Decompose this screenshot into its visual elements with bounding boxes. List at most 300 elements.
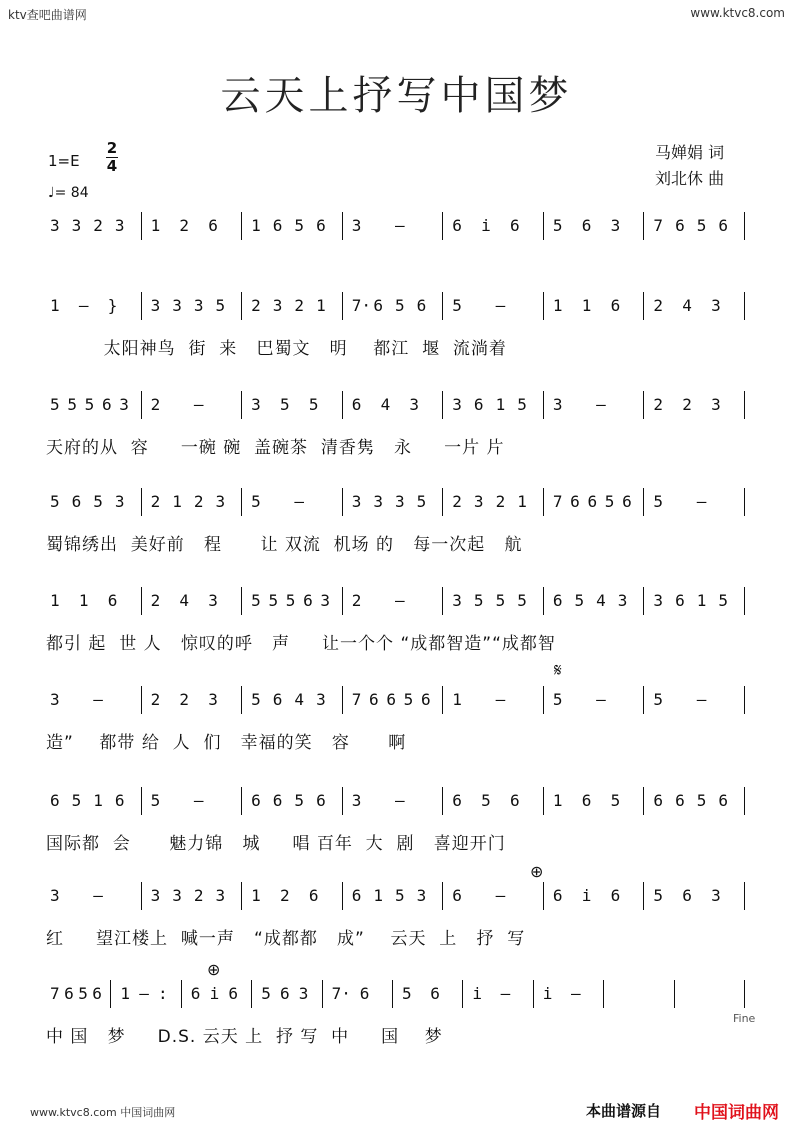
- bar-line: [442, 686, 443, 714]
- note: 5: [78, 984, 88, 1003]
- note: 5: [251, 492, 261, 511]
- note: 5: [215, 296, 226, 315]
- bar-line: [141, 587, 142, 615]
- note: 6: [587, 492, 598, 511]
- note: 6: [272, 216, 283, 235]
- note: 1: [316, 296, 326, 315]
- note: 6: [359, 984, 370, 1003]
- note: 6: [675, 591, 685, 610]
- note: 1: [120, 984, 131, 1003]
- bar-line: [643, 686, 644, 714]
- note: 2: [280, 886, 290, 905]
- note: 3: [114, 492, 125, 511]
- note: i: [581, 886, 592, 905]
- bar-line: [342, 391, 343, 419]
- note: 5: [251, 591, 261, 610]
- footer-source-label: 本曲谱源自: [586, 1102, 662, 1120]
- note: i: [481, 216, 491, 235]
- note: 6: [101, 395, 112, 414]
- score-system: [0, 391, 793, 501]
- note: 5: [481, 791, 491, 810]
- note: 2: [495, 492, 506, 511]
- bar-line: [241, 488, 242, 516]
- lyrics-row: 国际都 会 魅力锦 城 唱 百年 大 剧 喜迎开门: [46, 834, 506, 854]
- note: –: [495, 886, 506, 905]
- note: 5: [610, 791, 621, 810]
- lyrics-row: 红 望江楼上 喊一声 “成都都 成” 云天 上 抒 写: [46, 929, 526, 949]
- note: 5: [50, 395, 60, 414]
- note: 1: [552, 296, 563, 315]
- note: 3: [416, 886, 427, 905]
- note: 7: [351, 690, 362, 709]
- note: 3: [114, 216, 125, 235]
- note: 6: [190, 984, 201, 1003]
- note: 2: [653, 296, 664, 315]
- note: 3: [711, 296, 721, 315]
- score-system: [0, 787, 793, 897]
- note: 5: [395, 296, 405, 315]
- note: 5: [280, 395, 290, 414]
- note: 3: [119, 395, 129, 414]
- bar-line: [141, 292, 142, 320]
- note: 3: [208, 591, 218, 610]
- note: –: [696, 690, 707, 709]
- note: –: [193, 791, 204, 810]
- note: –: [78, 296, 89, 315]
- note: 5: [416, 492, 427, 511]
- note: 6: [251, 791, 261, 810]
- note: 3: [351, 216, 362, 235]
- note: 5: [50, 492, 60, 511]
- note: 2: [150, 591, 161, 610]
- bar-line: [744, 587, 745, 615]
- note: –: [696, 492, 707, 511]
- bar-line: [241, 212, 242, 240]
- note: 1: [93, 791, 103, 810]
- note: 7·: [331, 984, 351, 1003]
- note: 2: [179, 216, 190, 235]
- bar-line: [744, 882, 745, 910]
- bar-line: [543, 391, 544, 419]
- note: 1: [150, 216, 161, 235]
- bar-line: [342, 686, 343, 714]
- bar-line: [241, 787, 242, 815]
- note: 2: [682, 395, 692, 414]
- note: –: [495, 296, 506, 315]
- note: 6: [552, 886, 563, 905]
- bar-line: [110, 980, 111, 1008]
- page-title: 云天上抒写中国梦: [220, 73, 573, 119]
- note: 2: [150, 690, 161, 709]
- score-system: [0, 686, 793, 796]
- note: 5: [84, 395, 95, 414]
- note: –: [193, 395, 204, 414]
- note: 5: [653, 690, 664, 709]
- bar-line: [643, 787, 644, 815]
- note: 5: [495, 591, 506, 610]
- note: 5: [150, 791, 161, 810]
- note: 5: [517, 591, 527, 610]
- bar-line: [643, 882, 644, 910]
- score-system: [0, 488, 793, 598]
- note: 6: [682, 886, 692, 905]
- note: 6: [351, 886, 362, 905]
- bar-line: [241, 882, 242, 910]
- score-system: [0, 587, 793, 697]
- bar-line: [442, 292, 443, 320]
- time-signature-top: 2: [106, 139, 118, 157]
- note: 3: [50, 690, 60, 709]
- note: 6: [272, 791, 283, 810]
- bar-line: [141, 488, 142, 516]
- bar-line: [241, 686, 242, 714]
- time-signature: [106, 140, 118, 175]
- bar-line: [744, 488, 745, 516]
- note: –: [495, 690, 506, 709]
- bar-line: [392, 980, 393, 1008]
- note: 2: [653, 395, 664, 414]
- note: 7: [552, 492, 563, 511]
- bar-line: [442, 391, 443, 419]
- note: 5: [285, 591, 296, 610]
- note: 4: [294, 690, 305, 709]
- lyrics-row: 中 国 梦 D.S. 云天 上 抒 写 中 国 梦: [46, 1027, 443, 1047]
- lyrics-row: 蜀锦绣出 美好前 程 让 双流 机场 的 每一次起 航: [46, 535, 523, 555]
- notes-row: [46, 787, 750, 827]
- bar-line: [744, 980, 745, 1008]
- note: 6: [552, 591, 563, 610]
- note: –: [395, 791, 405, 810]
- note: 5: [473, 591, 484, 610]
- bar-line: [241, 292, 242, 320]
- note: 1: [50, 591, 60, 610]
- note: –: [596, 395, 606, 414]
- note: 3: [320, 591, 331, 610]
- note: –: [395, 591, 405, 610]
- bar-line: [241, 391, 242, 419]
- bar-line: [342, 587, 343, 615]
- note: 6: [718, 791, 728, 810]
- bar-line: [241, 587, 242, 615]
- note: –: [139, 984, 149, 1003]
- note: –: [571, 984, 581, 1003]
- note: 3: [653, 591, 664, 610]
- bar-line: [543, 212, 544, 240]
- note: 5: [574, 591, 585, 610]
- note: 5: [261, 984, 271, 1003]
- note: 3: [298, 984, 309, 1003]
- note: –: [500, 984, 511, 1003]
- bar-line: [342, 488, 343, 516]
- note: i: [542, 984, 553, 1003]
- notes-row: [46, 980, 750, 1020]
- note: 1: [78, 591, 89, 610]
- note: 6: [114, 791, 125, 810]
- note: 6: [622, 492, 632, 511]
- note: 5: [696, 216, 707, 235]
- note: 6: [416, 296, 427, 315]
- note: 2: [150, 395, 161, 414]
- note: 4: [682, 296, 692, 315]
- bar-line: [442, 882, 443, 910]
- note: 4: [380, 395, 391, 414]
- note: 3: [272, 296, 283, 315]
- bar-line: [251, 980, 252, 1008]
- bar-line: [533, 980, 534, 1008]
- note: 3: [452, 395, 462, 414]
- note: 3: [50, 886, 60, 905]
- bar-line: [674, 980, 675, 1008]
- score-system: [0, 882, 793, 992]
- note: 6: [64, 984, 74, 1003]
- bar-line: [603, 980, 604, 1008]
- note: 6: [581, 216, 592, 235]
- score-system: [0, 292, 793, 402]
- note: 3: [409, 395, 420, 414]
- note: 6: [71, 492, 82, 511]
- note: 6: [272, 690, 283, 709]
- note: 3: [150, 296, 161, 315]
- notes-row: [46, 686, 750, 726]
- bar-line: [342, 787, 343, 815]
- bar-line: [543, 686, 544, 714]
- note: 6: [386, 690, 396, 709]
- note: 1: [452, 690, 462, 709]
- bar-line: [141, 787, 142, 815]
- note: 5: [552, 690, 563, 709]
- note: 3: [172, 296, 182, 315]
- note: 6: [675, 216, 685, 235]
- note: 6: [316, 791, 326, 810]
- note: –: [294, 492, 305, 511]
- note: 2: [452, 492, 462, 511]
- note: 5: [517, 395, 527, 414]
- footer-source-name: 中国词曲网: [694, 1103, 779, 1123]
- bar-line: [442, 488, 443, 516]
- note: 3: [71, 216, 82, 235]
- note: 5: [294, 216, 305, 235]
- note: 3: [610, 216, 621, 235]
- note: 1: [251, 216, 261, 235]
- bar-line: [543, 882, 544, 910]
- note: 5: [395, 886, 405, 905]
- fine-label: Fine: [733, 1012, 756, 1025]
- note: 6: [610, 296, 621, 315]
- bar-line: [744, 787, 745, 815]
- note: 3: [473, 492, 484, 511]
- note: 6: [351, 395, 362, 414]
- notes-row: [46, 587, 750, 627]
- bar-line: [342, 292, 343, 320]
- key-signature: 1=E: [48, 152, 80, 170]
- bar-line: [744, 212, 745, 240]
- lyrics-row: 都引 起 世 人 惊叹的呼 声 让一个个 “成都智造”“成都智: [46, 634, 556, 654]
- note: 3: [316, 690, 326, 709]
- note: 6: [373, 296, 383, 315]
- note: 3: [251, 395, 261, 414]
- bar-line: [643, 587, 644, 615]
- note: 1: [517, 492, 527, 511]
- note: –: [596, 690, 606, 709]
- note: 6: [452, 886, 462, 905]
- note: 5: [552, 216, 563, 235]
- note: 6: [452, 791, 462, 810]
- note: 6: [510, 216, 520, 235]
- note: 7: [653, 216, 664, 235]
- note: 6: [420, 690, 431, 709]
- notes-row: [46, 488, 750, 528]
- lyrics-row: 太阳神鸟 街 来 巴蜀文 明 都江 堰 流淌着: [46, 339, 507, 359]
- note: 5: [653, 886, 664, 905]
- note: 3: [193, 296, 204, 315]
- tempo-mark: ♩= 84: [48, 185, 89, 201]
- note: 2: [150, 492, 161, 511]
- lyricist-credit: 马婵娟 词: [655, 143, 725, 162]
- note: 1: [50, 296, 60, 315]
- bar-line: [141, 212, 142, 240]
- note: 6: [308, 886, 319, 905]
- bar-line: [643, 488, 644, 516]
- note: 3: [351, 492, 362, 511]
- header-right: www.ktvc8.com: [690, 6, 785, 20]
- note: 1: [552, 791, 563, 810]
- score-system: [0, 980, 793, 1090]
- note: 2: [294, 296, 305, 315]
- note: 3: [711, 886, 721, 905]
- bar-line: [442, 212, 443, 240]
- note: 3: [711, 395, 721, 414]
- note: 3: [215, 492, 226, 511]
- note: –: [93, 690, 103, 709]
- note: 3: [172, 886, 182, 905]
- bar-line: [744, 686, 745, 714]
- note: 6: [452, 216, 462, 235]
- note: 5: [403, 690, 414, 709]
- note: 3: [552, 395, 563, 414]
- bar-line: [181, 980, 182, 1008]
- note: 5: [718, 591, 728, 610]
- note: 6: [718, 216, 728, 235]
- note: 6: [92, 984, 102, 1003]
- bar-line: [141, 882, 142, 910]
- note: 6: [473, 395, 484, 414]
- note: 1: [373, 886, 383, 905]
- composer-credit: 刘北休 曲: [655, 169, 725, 188]
- note: 5: [251, 690, 261, 709]
- note: 6: [316, 216, 326, 235]
- note: 5: [294, 791, 305, 810]
- bar-line: [442, 587, 443, 615]
- notes-row: [46, 391, 750, 431]
- note: 6: [228, 984, 239, 1003]
- note: 5: [67, 395, 77, 414]
- bar-line: [543, 488, 544, 516]
- bar-line: [543, 787, 544, 815]
- note: 7: [50, 984, 60, 1003]
- note: 4: [179, 591, 190, 610]
- note: i: [209, 984, 220, 1003]
- note: 6: [280, 984, 290, 1003]
- note: 1: [495, 395, 506, 414]
- bar-line: [342, 212, 343, 240]
- notes-row: [46, 292, 750, 332]
- note: 2: [179, 690, 190, 709]
- note: 5: [402, 984, 412, 1003]
- note: 5: [71, 791, 82, 810]
- segno-icon: 𝄋: [554, 660, 562, 681]
- note: 5: [268, 591, 279, 610]
- note: 3: [215, 886, 226, 905]
- note: 5: [653, 492, 664, 511]
- note: 3: [452, 591, 462, 610]
- note: 4: [596, 591, 606, 610]
- note: 3: [395, 492, 405, 511]
- note: 5: [696, 791, 707, 810]
- note: –: [93, 886, 103, 905]
- lyrics-row: 天府的从 容 一碗 碗 盖碗茶 清香隽 永 一片 片: [46, 438, 505, 458]
- footer-left: www.ktvc8.com 中国词曲网: [30, 1106, 176, 1119]
- note: 5: [308, 395, 319, 414]
- lyrics-row: 造” 都带 给 人 们 幸福的笑 容 啊: [46, 733, 407, 753]
- bar-line: [141, 391, 142, 419]
- coda-icon: ⊕: [530, 862, 544, 881]
- note: 6: [610, 886, 621, 905]
- bar-line: [141, 686, 142, 714]
- note: 6: [430, 984, 440, 1003]
- bar-line: [543, 292, 544, 320]
- note: 2: [193, 492, 204, 511]
- note: 2: [193, 886, 204, 905]
- note: 5: [604, 492, 615, 511]
- note: 5: [93, 492, 103, 511]
- note: 7·: [351, 296, 371, 315]
- note: 2: [251, 296, 261, 315]
- note: 2: [351, 591, 362, 610]
- note: 6: [653, 791, 664, 810]
- bar-line: [342, 882, 343, 910]
- notes-row: [46, 882, 750, 922]
- note: 6: [369, 690, 379, 709]
- note: 6: [510, 791, 520, 810]
- note: i: [472, 984, 483, 1003]
- note: 3: [150, 886, 161, 905]
- bar-line: [643, 292, 644, 320]
- bar-line: [643, 391, 644, 419]
- coda-icon-second: ⊕: [207, 960, 221, 979]
- note: 3: [373, 492, 383, 511]
- note: –: [395, 216, 405, 235]
- header-left: ktv查吧曲谱网: [8, 8, 87, 22]
- note: 6: [50, 791, 60, 810]
- note: 1: [581, 296, 592, 315]
- note: 6: [303, 591, 313, 610]
- note: 6: [107, 591, 118, 610]
- note: 3: [208, 690, 218, 709]
- note: 3: [50, 216, 60, 235]
- note: 1: [251, 886, 261, 905]
- bar-line: [543, 587, 544, 615]
- bar-line: [442, 787, 443, 815]
- bar-line: [744, 292, 745, 320]
- note: 6: [581, 791, 592, 810]
- note: 1: [696, 591, 707, 610]
- note: 1: [172, 492, 182, 511]
- bar-line: [744, 391, 745, 419]
- note: 3: [351, 791, 362, 810]
- bar-line: [643, 212, 644, 240]
- time-signature-bottom: 4: [106, 157, 118, 175]
- note: 3: [617, 591, 628, 610]
